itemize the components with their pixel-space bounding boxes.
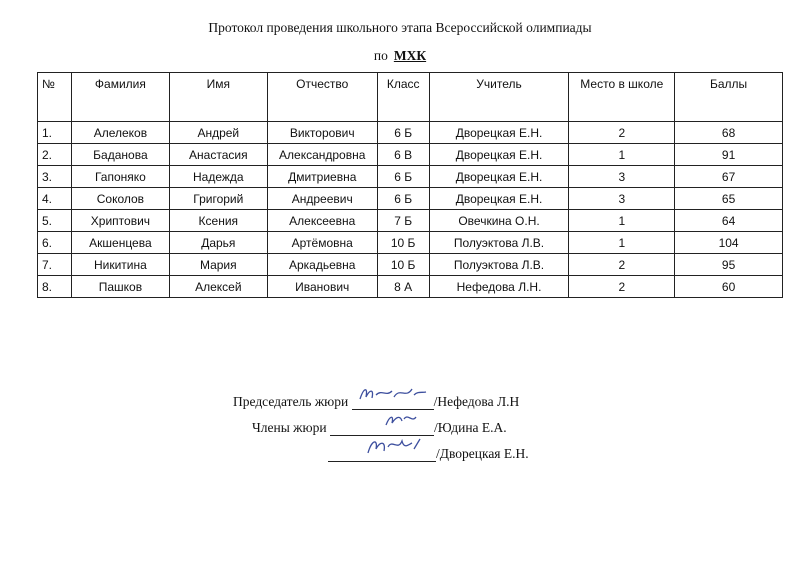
signature-scribble: [330, 409, 430, 431]
table-cell: Надежда: [169, 166, 267, 188]
table-cell: Акшенцева: [71, 232, 169, 254]
table-cell: Соколов: [71, 188, 169, 210]
table-cell: 2: [569, 254, 675, 276]
table-row: [38, 276, 783, 298]
member2-signature-line: [328, 446, 529, 462]
subject-line: [0, 48, 800, 64]
table-cell: 2: [569, 122, 675, 144]
members-label: Члены жюри: [252, 420, 327, 435]
signature-blank: [328, 447, 436, 462]
chair-label: Председатель жюри: [233, 394, 349, 409]
column-header: Баллы: [675, 73, 783, 122]
column-header: Фамилия: [71, 73, 169, 122]
signature-scribble: [352, 383, 432, 405]
table-cell: Дворецкая Е.Н.: [429, 122, 569, 144]
signature-scribble: [328, 435, 436, 459]
table-cell: 64: [675, 210, 783, 232]
table-cell: 68: [675, 122, 783, 144]
column-header: №: [38, 73, 72, 122]
table-cell: Пашков: [71, 276, 169, 298]
table-cell: Мария: [169, 254, 267, 276]
table-cell: Дмитриевна: [267, 166, 377, 188]
table-cell: 7.: [38, 254, 72, 276]
chair-signature-line: [233, 394, 519, 410]
table-cell: 104: [675, 232, 783, 254]
table-row: [38, 144, 783, 166]
results-table: [37, 72, 783, 298]
document-title: Протокол проведения школьного этапа Всероссийской олимпиады: [208, 20, 592, 35]
table-row: [38, 232, 783, 254]
table-cell: 1: [569, 232, 675, 254]
member2-name: /Дворецкая Е.Н.: [436, 446, 529, 461]
table-cell: Андреевич: [267, 188, 377, 210]
table-cell: Дворецкая Е.Н.: [429, 188, 569, 210]
table-cell: 10 Б: [377, 254, 429, 276]
table-cell: 7 Б: [377, 210, 429, 232]
table-cell: Полуэктова Л.В.: [429, 254, 569, 276]
table-cell: Дворецкая Е.Н.: [429, 144, 569, 166]
table-cell: Артёмовна: [267, 232, 377, 254]
table-cell: Хриптович: [71, 210, 169, 232]
member1-signature-line: [252, 420, 507, 436]
table-cell: Полуэктова Л.В.: [429, 232, 569, 254]
table-cell: 60: [675, 276, 783, 298]
table-cell: 6 Б: [377, 166, 429, 188]
table-cell: 95: [675, 254, 783, 276]
table-cell: 4.: [38, 188, 72, 210]
table-cell: Ксения: [169, 210, 267, 232]
table-cell: Алексей: [169, 276, 267, 298]
table-cell: Иванович: [267, 276, 377, 298]
table-row: [38, 166, 783, 188]
column-header: Место в школе: [569, 73, 675, 122]
table-cell: 8 А: [377, 276, 429, 298]
column-header: Класс: [377, 73, 429, 122]
table-cell: 3: [569, 188, 675, 210]
table-cell: Дарья: [169, 232, 267, 254]
table-cell: 6 Б: [377, 188, 429, 210]
table-cell: 6 В: [377, 144, 429, 166]
table-cell: 65: [675, 188, 783, 210]
table-cell: Анастасия: [169, 144, 267, 166]
table-cell: 10 Б: [377, 232, 429, 254]
table-row: [38, 122, 783, 144]
table-cell: Александровна: [267, 144, 377, 166]
table-cell: Григорий: [169, 188, 267, 210]
table-cell: Алелеков: [71, 122, 169, 144]
table-cell: 2.: [38, 144, 72, 166]
table-cell: 3: [569, 166, 675, 188]
table-cell: 3.: [38, 166, 72, 188]
table-cell: 2: [569, 276, 675, 298]
table-body: [38, 122, 783, 298]
table-cell: Никитина: [71, 254, 169, 276]
table-row: [38, 210, 783, 232]
subject-prefix: по: [373, 48, 388, 63]
table-cell: 6.: [38, 232, 72, 254]
table-cell: 1: [569, 144, 675, 166]
chair-name: /Нефедова Л.Н: [433, 394, 520, 409]
table-cell: Дворецкая Е.Н.: [429, 166, 569, 188]
column-header: Отчество: [267, 73, 377, 122]
table-cell: 1.: [38, 122, 72, 144]
table-header-row: [38, 73, 783, 122]
signature-blank: [330, 421, 434, 436]
table-cell: 1: [569, 210, 675, 232]
table-cell: 91: [675, 144, 783, 166]
subject-name: МХК: [393, 48, 427, 63]
table-cell: Гапоняко: [71, 166, 169, 188]
column-header: Имя: [169, 73, 267, 122]
table-cell: Алексеевна: [267, 210, 377, 232]
column-header: Учитель: [429, 73, 569, 122]
table-row: [38, 188, 783, 210]
table-cell: Нефедова Л.Н.: [429, 276, 569, 298]
table-cell: 6 Б: [377, 122, 429, 144]
member1-name: /Юдина Е.А.: [433, 420, 507, 435]
table-cell: Викторович: [267, 122, 377, 144]
table-row: [38, 254, 783, 276]
table-cell: Овечкина О.Н.: [429, 210, 569, 232]
table-cell: 8.: [38, 276, 72, 298]
table-cell: 5.: [38, 210, 72, 232]
table-cell: Аркадьевна: [267, 254, 377, 276]
signature-blank: [352, 395, 434, 410]
table-cell: Баданова: [71, 144, 169, 166]
table-cell: Андрей: [169, 122, 267, 144]
table-cell: 67: [675, 166, 783, 188]
